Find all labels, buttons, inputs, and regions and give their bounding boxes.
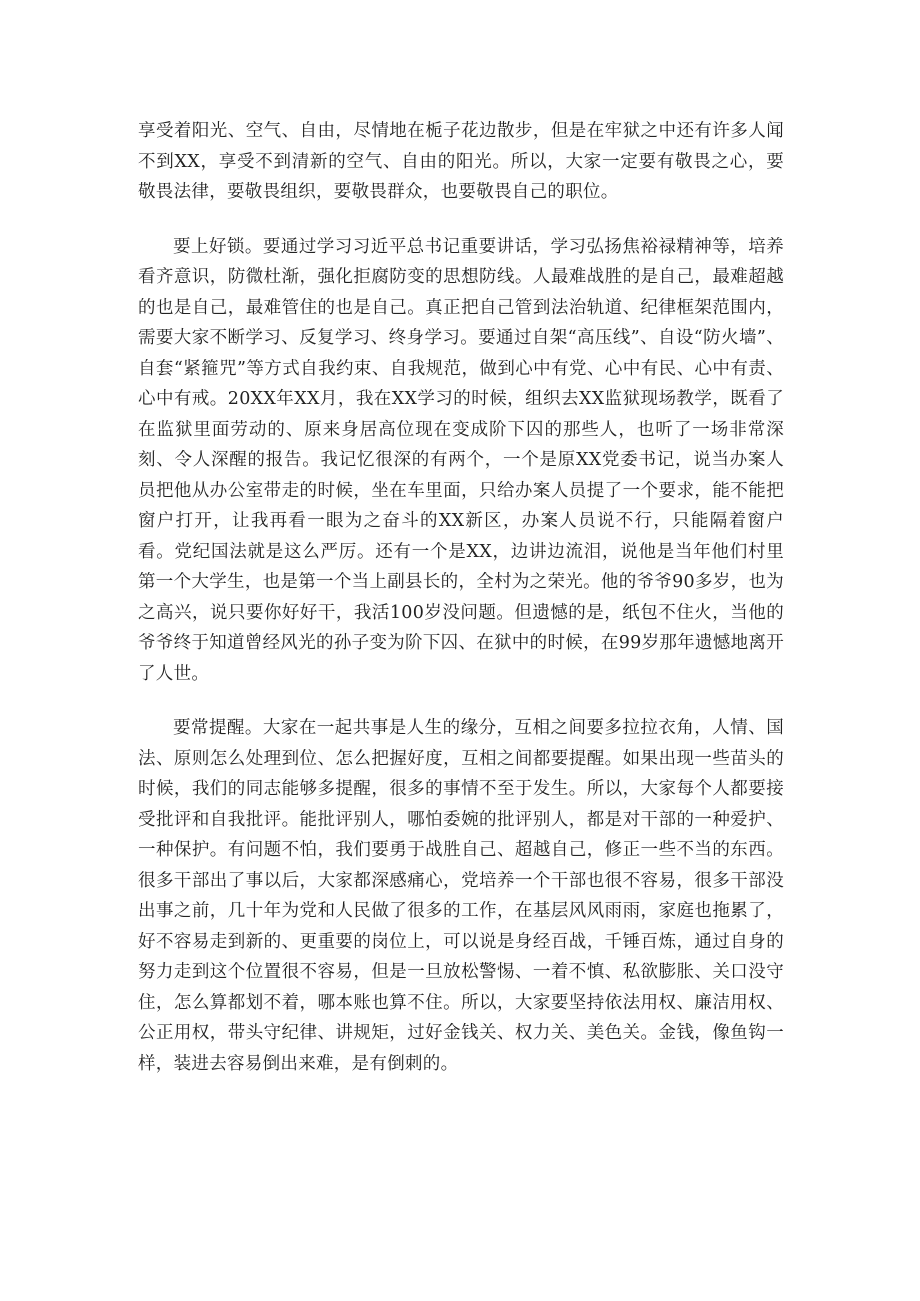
paragraph-lock: 要上好锁。要通过学习习近平总书记重要讲话，学习弘扬焦裕禄精神等，培养看齐意识，防微杜渐，强化拒腐防变的思想防线。人最难战胜的是自己，最难超越的也是自己，最难管住的也是自己。真正把自己管到法治轨道、纪律框架范围内，需要大家不断学习、反复学习、终身学习。要通过自架“高压线”、自设“防火墙”、自套“紧箍咒”等方式自我约束、自我规范，做到心中有党、心中有民、心中有责、心中有戒。20XX年XX月，我在XX学习的时候，组织去XX监狱现场教学，既看了在监狱里面劳动的、原来身居高位现在变成阶下囚的那些人，也听了一场非常深刻、令人深醒的报告。我记忆很深的有两个，一个是原XX党委书记，说当办案人员把他从办公室带走的时候，坐在车里面，只给办案人员提了一个要求，能不能把窗户打开，让我再看一眼为之奋斗的XX新区，办案人员说不行，只能隔着窗户看。党纪国法就是这么严厉。还有一个是XX，边讲边流泪，说他是当年他们村里第一个大学生，也是第一个当上副县长的，全村为之荣光。他的爷爷90多岁，也为之高兴，说只要你好好干，我活100岁没问题。但遗憾的是，纸包不住火，当他的爷爷终于知道曾经风光的孙子变为阶下囚、在狱中的时候，在99岁那年遗憾地离开了人世。: [138, 236, 784, 684]
paragraph-continuation: 享受着阳光、空气、自由，尽情地在栀子花边散步，但是在牢狱之中还有许多人闻不到XX，享受不到清新的空气、自由的阳光。所以，大家一定要有敬畏之心，要敬畏法律，要敬畏组织，要敬畏群众，也要敬畏自己的职位。: [138, 121, 784, 202]
document-body: [138, 116, 784, 1103]
paragraph-remind: 要常提醒。大家在一起共事是人生的缘分，互相之间要多拉拉衣角，人情、国法、原则怎么处理到位、怎么把握好度，互相之间都要提醒。如果出现一些苗头的时候，我们的同志能够多提醒，很多的事情不至于发生。所以，大家每个人都要接受批评和自我批评。能批评别人，哪怕委婉的批评别人，都是对干部的一种爱护、一种保护。有问题不怕，我们要勇于战胜自己、超越自己，修正一些不当的东西。很多干部出了事以后，大家都深感痛心，党培养一个干部也很不容易，很多干部没出事之前，几十年为党和人民做了很多的工作，在基层风风雨雨，家庭也拖累了，好不容易走到新的、更重要的岗位上，可以说是身经百战，千锤百炼，通过自身的努力走到这个位置很不容易，但是一旦放松警惕、一着不慎、私欲膨胀、关口没守住，怎么算都划不着，哪本账也算不住。所以，大家要坚持依法用权、廉洁用权、公正用权，带头守纪律、讲规矩，过好金钱关、权力关、美色关。金钱，像鱼钩一样，装进去容易倒出来难，是有倒刺的。: [138, 718, 784, 1074]
